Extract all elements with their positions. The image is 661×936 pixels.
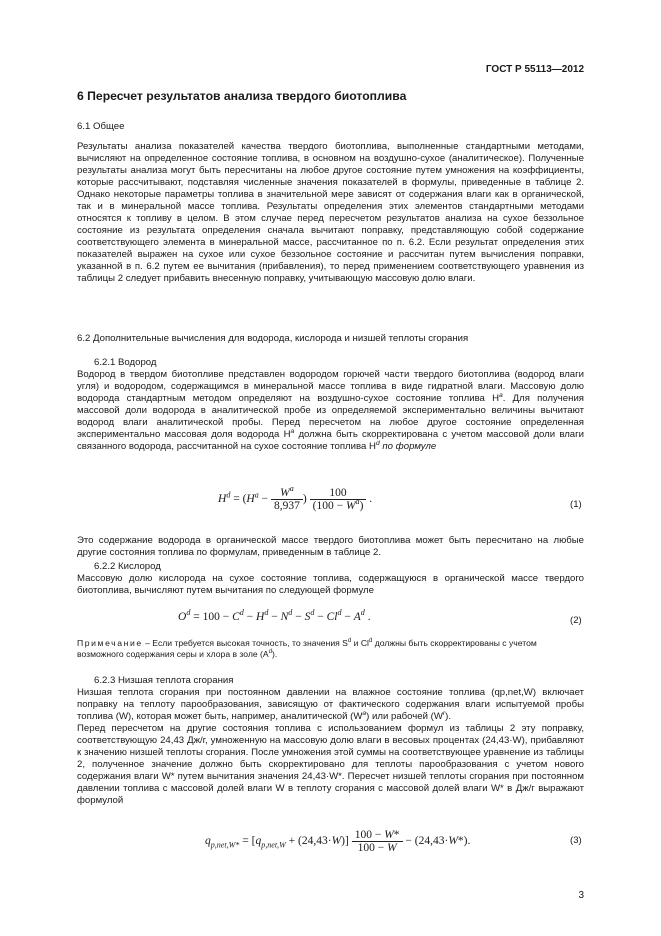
note-text-2: и Cl [351,638,369,648]
formula-oxygen: $O^d = 100 - C^d - H^d - N^d - S^d - Cl^d - A^d$ . [178,608,371,623]
note-label: Примечание [77,638,143,648]
heat-text-1: Низшая теплота сгорания при постоянном давлении на влажное состояние топлива (qp,net,W) включает поправку на теплоту парообразования, зависящую от фактического содержания влаги испытуемой пробы топлива (W), которая может быть, например, аналитической (W [77,687,584,722]
paragraph-6-1-text: Результаты анализа показателей качества твердого биотоплива, выполненные стандартными методами, вычисляют на определенное состояние топлива, в основном на воздушно-сухое (аналитическое). Полученные результаты анализа могут быть пересчитаны на любое другое состояние путем умножения на коэффициенты, которые рассчитывают, подставляя численные значения показателей в формулы, приведенные в таблице 2. Однако некоторые параметры топлива в значительной мере зависят от содержания влаги как в органической, так и в минеральной массе топлива. Результаты определения этих элементов стандартными методами относятся к топливу в целом. В этом случае перед пересчетом результатов анализа на сухое беззольное состояние из результата определения сначала вычитают поправку, представляющую собой содержание соответствующего элемента в минеральной массе, рассчитанное по п. 6.2. Если результат определения этих показателей выражен на сухое или сухое беззольное состояние и рассчитан путем вычисления поправки, указанной в п. 6.2 путем ее вычитания (прибавления), то перед применением соответствующего уравнения из таблицы 2 следует прибавить внесенную поправку, учитывающую массовую долю влаги. [77,141,584,284]
heat-text-1c: ). [445,711,452,722]
note-text-4: ). [272,649,278,659]
paragraph-heat: Низшая теплота сгорания при постоянном давлении на влажное состояние топлива (qp,net,W) включает поправку на теплоту парообразования, зависящую от фактического содержания влаги испытуемой пробы топлива (W), которая может быть, например, аналитической $(W^a)$ или рабочей $(W^r)$. Перед пересчетом на другие состояния топлива с использованием формул из таблицы 2 эту поправку, соответствующую 24,43 Дж/г, умноженную на массовую долю влаги в весовых процентах (24,43·W), прибавляют к значению низшей теплоты сгорания. После умножения этой суммы на соответствующее уравнение из таблицы 2, полученное значение должно быть скорректировано для теплоты парообразования с учетом нового содержания влаги W* путем вычитания значения 24,43·W*. Пересчет низшей теплоты сгорания при постоянном давлении топлива с массовой долей влаги W в теплоту сгорания с массовой долей влаги W* в Дж/г выражают формулой [77,687,584,806]
subsection-6-2-2-title: 6.2.2 Кислород [94,561,161,572]
standard-header: ГОСТ Р 55113—2012 [485,64,584,75]
subsection-6-2-title: 6.2 Дополнительные вычисления для водорода, кислорода и низшей теплоты сгорания [77,333,469,344]
formula-heat: $q_{p,net,W*} = [q_{p,net,W} + (24,43\cdot W)]$ $\frac{100 - W*}{100 - W}$ − (24,43·W*). [205,829,471,854]
note-text-1: – Если требуется высокая точность, то значения S [142,638,348,648]
equation-number-3: (3) [570,835,582,846]
paragraph-6-1 [77,141,584,285]
after-eq1-text: Это содержание водорода в органической массе твердого биотоплива может быть пересчитано на любые другие состояния топлива по формулам, приведенным в таблице 2. [77,535,584,558]
subsection-6-2-3-title: 6.2.3 Низшая теплота сгорания [94,675,234,686]
heat-text-1b: ) или рабочей (W [366,711,443,722]
hydrogen-text-2: . Для получения массовой доли водорода в аналитической пробе из определяемой экспериментально величины вычитают водород влаги аналитической пробы. Перед пересчетом на любое другое состояние определенная экспериментально массовая доля водорода H [77,393,584,440]
paragraph-oxygen [77,573,584,597]
subsection-6-2-1-title: 6.2.1 Водород [94,357,157,368]
note-text-3: должны быть скорректированы с учетом возможного содержания серы и хлора в золе (A [77,638,537,659]
heat-text-2: Перед пересчетом на другие состояния топлива с использованием формул из таблицы 2 эту поправку, соответствующую 24,43 Дж/г, умноженную на массовую долю влаги в весовых процентах (24,43·W), прибавляют к значению низшей теплоты сгорания. После умножения этой суммы на соответствующее уравнение из таблицы 2, полученное значение должно быть скорректировано для теплоты парообразования с учетом нового содержания влаги W* путем вычитания значения 24,43·W*. Пересчет низшей теплоты сгорания при постоянном давлении топлива с массовой долей влаги W в теплоту сгорания с массовой долей влаги W* в Дж/г выражают формулой [77,723,584,806]
page-number: 3 [578,890,584,901]
equation-number-1: (1) [570,499,582,510]
hydrogen-text-1: Водород в твердом биотопливе представлен водородом горючей части твердого биотоплива (водород влаги угля) и водородом, содержащимся в минеральной массе топлива в виде гидратной влаги. Массовую долю водорода стандартным методом определяют на воздушно-сухое состояние топлива H [77,369,584,404]
subsection-6-1-title: 6.1 Общее [77,121,125,132]
oxygen-text: Массовую долю кислорода на сухое состояние топлива, содержащуюся в органической массе твердого биотоплива, вычисляют путем вычитания по следующей формуле [77,573,584,596]
note-block: Примечание – Если требуется высокая точность, то значения $S^d$ и Cl$^d$ должны быть скорректированы с учетом возможного содержания серы и хлора в золе $(A^d)$. [77,638,537,659]
section-title: 6 Пересчет результатов анализа твердого биотоплива [77,89,407,103]
paragraph-hydrogen: Водород в твердом биотопливе представлен водородом горючей части твердого биотоплива (водород влаги угля) и водородом, содержащимся в минеральной массе топлива в виде гидратной влаги. Массовую долю водорода стандартным методом определяют на воздушно-сухое состояние топлива $H^a$. Для получения массовой доли водорода в аналитической пробе из определяемой экспериментально величины вычитают водород влаги аналитической пробы. Перед пересчетом на любое другое состояние определенная экспериментально массовая доля водорода $H^a$ должна быть скорректирована с учетом массовой доли влаги связанного водорода, рассчитанной на сухое состояние топлива $H^d$ по формуле [77,369,584,452]
hydrogen-text-3: должна быть скорректирована с учетом массовой доли влаги связанного водорода, рассчитанной на сухое состояние топлива H [77,429,584,452]
paragraph-after-eq1 [77,535,584,559]
hydrogen-text-4: по формуле [379,441,437,452]
equation-number-2: (2) [570,615,582,626]
formula-hydrogen: $H^d = (H^a$ − $\frac{W^a}{8,937}$ ) $\frac{100}{(100 - W^a)}$ . [218,484,373,512]
